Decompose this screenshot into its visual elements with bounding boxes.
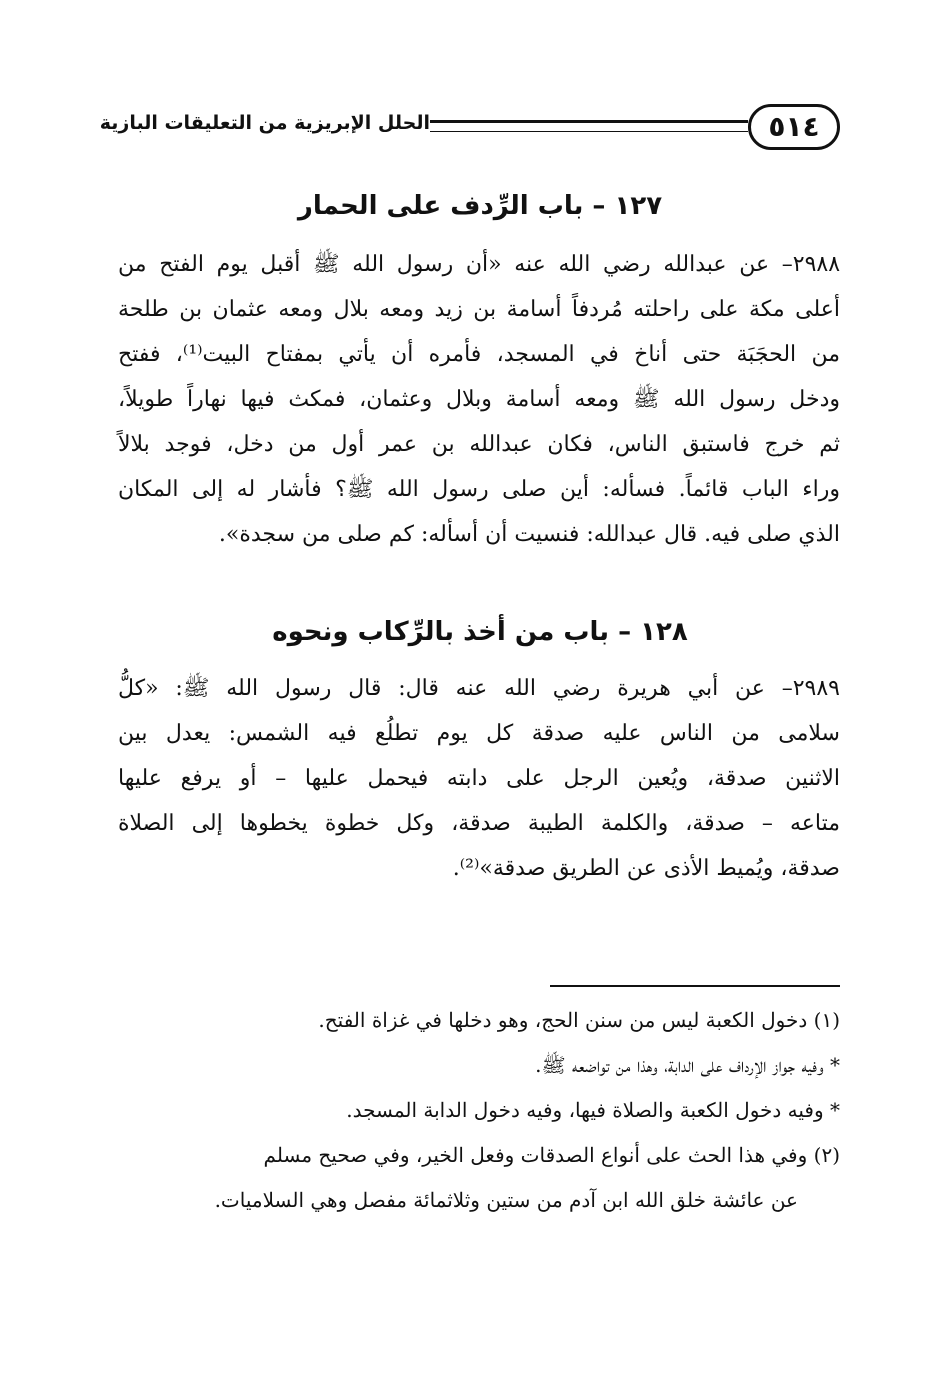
chapter-heading-128: ١٢٨ – باب من أخذ بالرِّكاب ونحوه [272,617,688,647]
text-line: أعلى مكة على راحلته مُردفاً أسامة بن زيد ومعه بلال ومعه عثمان بن طلحة [118,297,840,322]
footnote-line: (١) دخول الكعبة ليس من سنن الحج، وهو دخلها في غزاة الفتح. [318,1008,840,1032]
text-line: ودخل رسول الله ﷺ ومعه أسامة وبلال وعثمان، فمكث فيها نهاراً طويلاً، [118,387,840,412]
chapter-heading-127: ١٢٧ – باب الرِّدف على الحمار [297,191,663,221]
footnote-line: * وفيه جواز الإرداف على الدابة، وهذا من تواضعه ﷺ. [535,1053,840,1077]
page-header [99,104,840,154]
text-line: سلامى من الناس عليه صدقة كل يوم تطلُع فيه الشمس: يعدل بين [118,721,840,746]
hadith-paragraph-2989 [118,666,840,891]
text-line: الذي صلى فيه. قال عبدالله: فنسيت أن أسأله: كم صلى من سجدة». [218,522,840,547]
text-line: ٢٩٨٩– عن أبي هريرة رضي الله عنه قال: قال رسول الله ﷺ: «كلُّ [118,676,840,701]
footnote-separator [550,985,840,987]
hadith-paragraph-2988 [118,242,840,557]
text-line: وراء الباب قائماً. فسأله: أين صلى رسول الله ﷺ؟ فأشار له إلى المكان [118,477,840,502]
footnote-line: * وفيه دخول الكعبة والصلاة فيها، وفيه دخول الدابة المسجد. [346,1098,840,1122]
text-line: صدقة، ويُميط الأذى عن الطريق صدقة»⁽²⁾. [452,856,840,881]
header-rule [430,120,748,132]
text-line: ٢٩٨٨– عن عبدالله رضي الله عنه «أن رسول الله ﷺ أقبل يوم الفتح من [118,252,841,277]
text-line: ثم خرج فاستبق الناس، فكان عبدالله بن عمر أول من دخل، فوجد بلالاً [118,432,840,457]
text-line: من الحجَبَة حتى أناخ في المسجد، فأمره أن يأتي بمفتاح البيت⁽¹⁾، ففتح [118,342,841,367]
page-number: ٥١٤ [748,104,840,150]
footnote-line: عن عائشة خلق الله ابن آدم من ستين وثلاثمائة مفصل وهي السلاميات. [214,1188,798,1212]
text-line: متاعه – صدقة، والكلمة الطيبة صدقة، وكل خطوة يخطوها إلى الصلاة [118,811,840,836]
footnote-line: (٢) وفي هذا الحث على أنواع الصدقات وفعل الخير، وفي صحيح مسلم [263,1143,840,1167]
text-line: الاثنين صدقة، ويُعين الرجل على دابته فيحمل عليها – أو يرفع عليها [118,766,840,791]
footnotes [118,998,840,1223]
book-title: الحلل الإبريزية من التعليقات البازية [99,112,430,134]
